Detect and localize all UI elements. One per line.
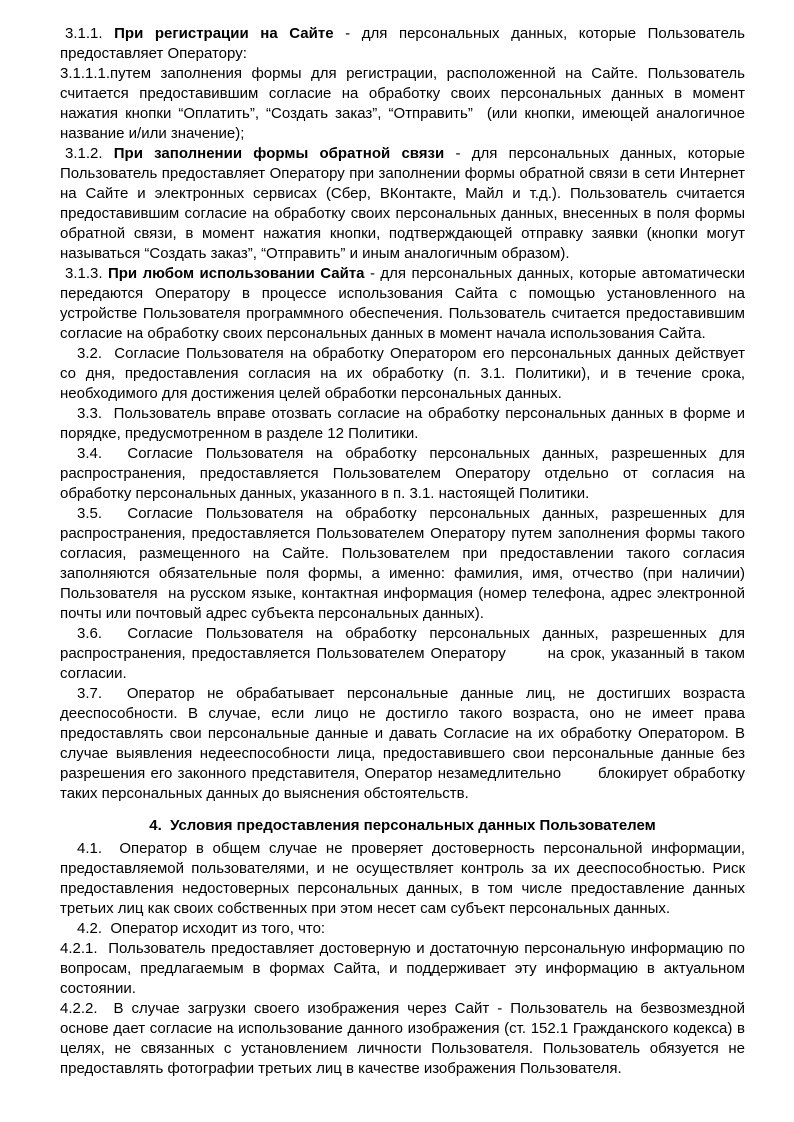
paragraph-4-2-2 (60, 999, 745, 1079)
paragraph-3-7 (60, 684, 745, 804)
clause-text: 3.4. Согласие Пользователя на обработку персональных данных, разрешенных для распространения, предоставляется Пользователем Оператору отдельно от согласия на обработку персональных данных, указанного в п. 3.1. настоящей Политики. (60, 445, 745, 502)
paragraph-4-1 (60, 839, 745, 919)
clause-title-registration: При регистрации на Сайте (102, 25, 334, 42)
clause-text: 3.3. Пользователь вправе отозвать согласие на обработку персональных данных в форме и порядке, предусмотренном в разделе 12 Политики. (60, 405, 745, 442)
clause-text: - для персональных данных, которые Пользователь предоставляет Оператору при заполнении формы обратной связи в сети Интернет на Сайте и электронных сервисах (Сбер, ВКонтакте, Майл и т.д.). Пользователь считается предоставившим согласие на обработку своих персональных данных, внесенных в поля формы обратной связи, в момент нажатия кнопки, подтверждающей отправку заявки (кнопки могут называться “Создать заказ”, “Отправить” и иным аналогичным образом). (60, 145, 745, 262)
clause-text: 3.5. Согласие Пользователя на обработку персональных данных, разрешенных для распространения, предоставляется Пользователем Оператору путем заполнения формы такого согласия, размещенного на Сайте. Пользователем при предоставлении такого согласия заполняются обязательные поля формы, а именно: фамилия, имя, отчество (при наличии) Пользователя на русском языке, контактная информация (номер телефона, адрес электронной почты или почтовый адрес субъекта персональных данных). (60, 505, 745, 622)
clause-text: 4.1. Оператор в общем случае не проверяет достоверность персональной информации, предоставляемой пользователями, и не осуществляет контроль за их дееспособностью. Риск предоставления недостоверных персональных данных, в том числе предоставление данных третьих лиц как своих собственных при этом несет сам субъект персональных данных. (60, 840, 745, 917)
paragraph-3-1-2 (60, 144, 745, 264)
clause-number: 3.1.1. (65, 25, 103, 42)
paragraph-3-2 (60, 344, 745, 404)
clause-text: 3.1.1.1.путем заполнения формы для регистрации, расположенной на Сайте. Пользователь считается предоставившим согласие на обработку своих персональных данных в момент нажатия кнопки “Оплатить”, “Создать заказ”, “Отправить” (или кнопки, имеющей аналогичное название и/или значение); (60, 65, 745, 142)
clause-text: - для персональных данных, которые Пользователь предоставляет Оператору: (60, 25, 745, 62)
clause-title-any-site-use: При любом использовании Сайта (102, 265, 365, 282)
paragraph-3-1-3 (60, 264, 745, 344)
paragraph-3-1-1 (60, 24, 745, 64)
clause-text: 3.7. Оператор не обрабатывает персональные данные лиц, не достигших возраста дееспособности. В случае, если лицо не достигло такого возраста, оно не имеет права предоставлять свои персональные данные и давать Согласие на их обработку Оператором. В случае выявления недееспособности лица, предоставившего свои персональные данные без разрешения его законного представителя, Оператор незамедлительно блокирует обработку таких персональных данных до выяснения обстоятельств. (60, 685, 745, 802)
clause-text: 3.6. Согласие Пользователя на обработку персональных данных, разрешенных для распространения, предоставляется Пользователем Оператору на срок, указанный в таком согласии. (60, 625, 745, 682)
paragraph-3-1-1-1 (60, 64, 745, 144)
clause-text: - для персональных данных, которые автоматически передаются Оператору в процессе использования Сайта с помощью установленного на устройстве Пользователя программного обеспечения. Пользователь считается предоставившим согласие на обработку своих персональных данных в момент начала использования Сайта. (60, 265, 745, 342)
clause-text: 3.2. Согласие Пользователя на обработку Оператором его персональных данных действует со дня, предоставления согласия на их обработку (п. 3.1. Политики), и в течение срока, необходимого для достижения целей обработки персональных данных. (60, 345, 745, 402)
paragraph-4-2 (60, 919, 745, 939)
clause-title-feedback-form: При заполнении формы обратной связи (102, 145, 445, 162)
clause-number: 3.1.3. (65, 265, 103, 282)
clause-text: 4.2. Оператор исходит из того, что: (77, 920, 326, 937)
section-4-heading: 4. Условия предоставления персональных данных Пользователем (149, 817, 656, 834)
paragraph-3-5 (60, 504, 745, 624)
paragraph-3-4 (60, 444, 745, 504)
paragraph-3-6 (60, 624, 745, 684)
paragraph-3-3 (60, 404, 745, 444)
paragraph-4-2-1 (60, 939, 745, 999)
clause-number: 3.1.2. (65, 145, 103, 162)
clause-text: 4.2.2. В случае загрузки своего изображения через Сайт - Пользователь на безвозмездной основе дает согласие на использование данного изображения (ст. 152.1 Гражданского кодекса) в целях, не связанных с установлением личности Пользователя. Пользователь обязуется не предоставлять фотографии третьих лиц в качестве изображения Пользователя. (60, 1000, 745, 1077)
clause-text: 4.2.1. Пользователь предоставляет достоверную и достаточную персональную информацию по вопросам, предлагаемым в формах Сайта, и поддерживает эту информацию в актуальном состоянии. (60, 940, 745, 997)
